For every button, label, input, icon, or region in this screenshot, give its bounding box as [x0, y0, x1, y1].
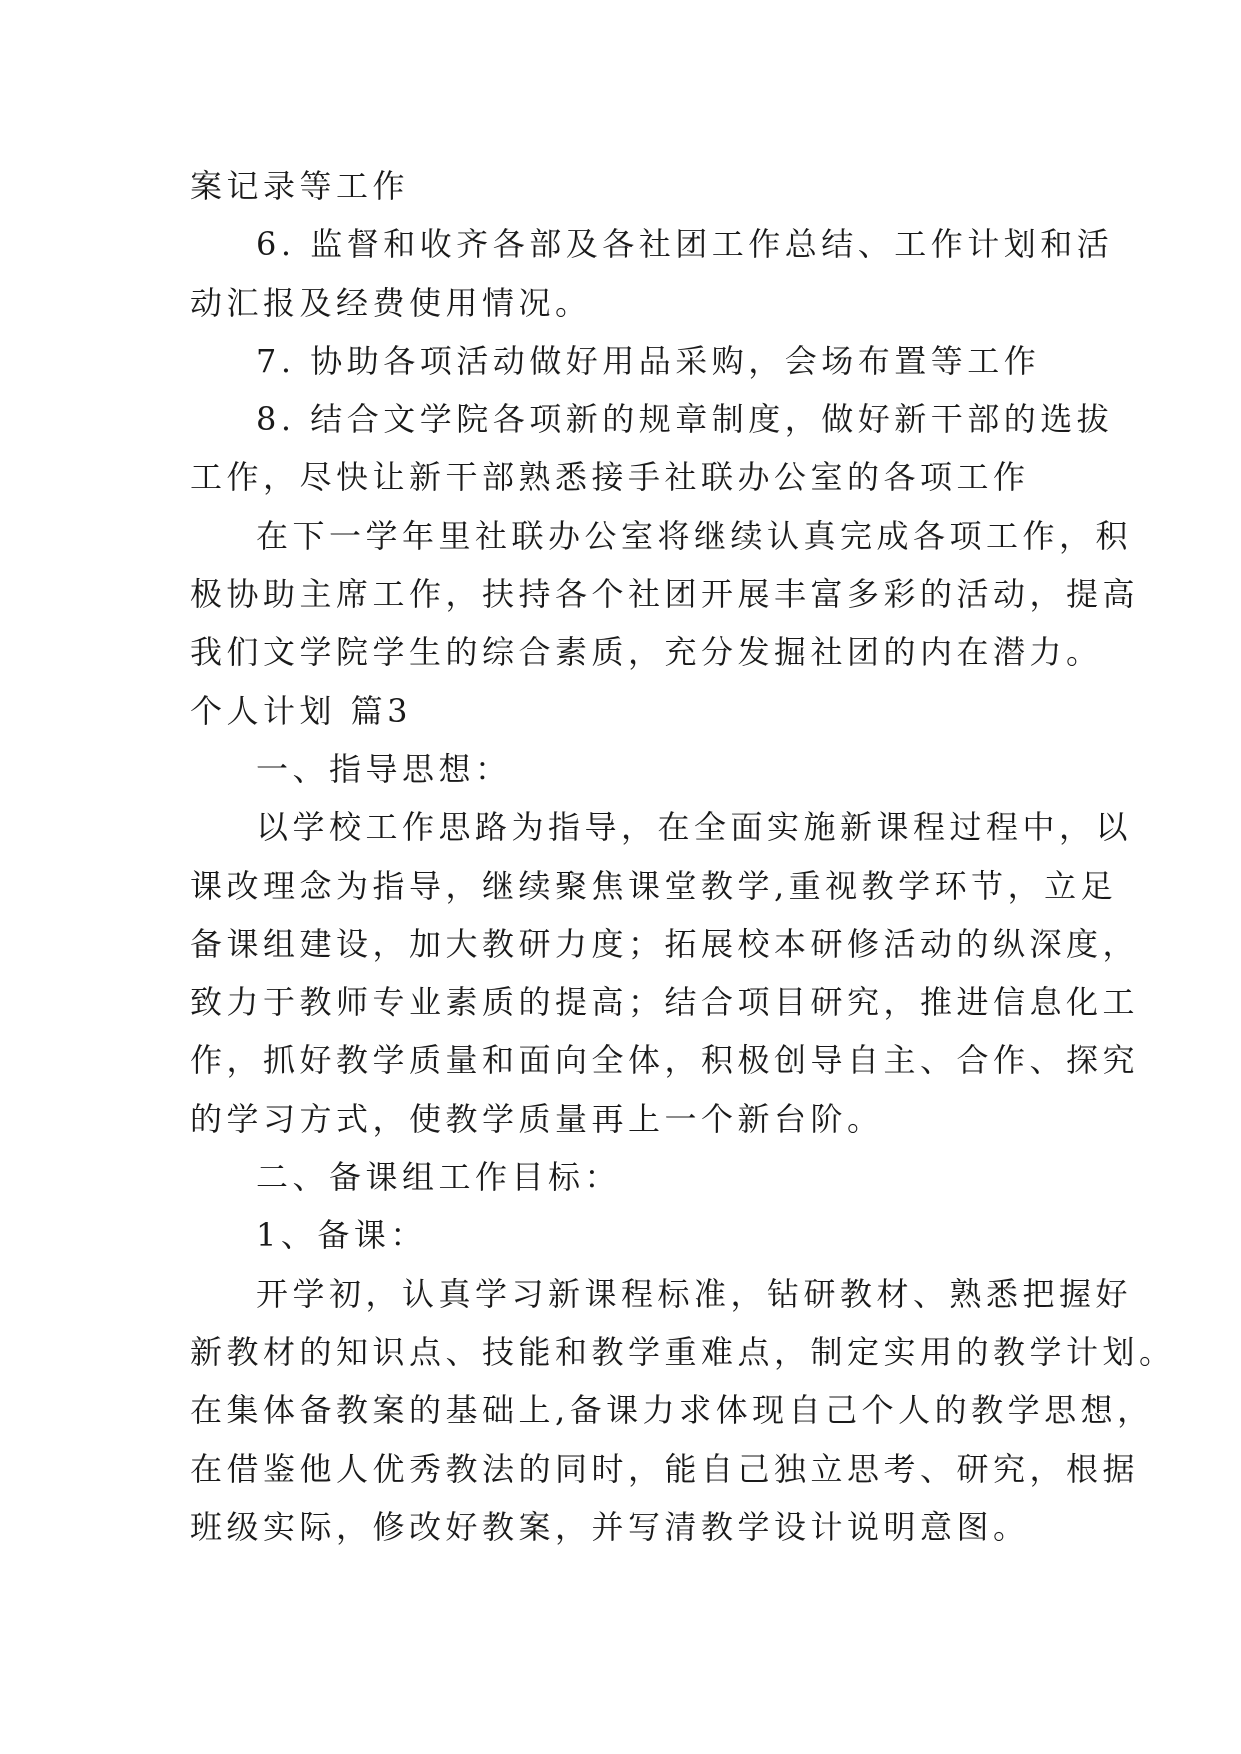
text-line: 案记录等工作	[190, 167, 410, 205]
paragraph-line: 作，抓好教学质量和面向全体，积极创导自主、合作、探究	[190, 1041, 1140, 1080]
list-item-6: 6. 监督和收齐各部及各社团工作总结、工作计划和活	[256, 225, 1114, 264]
paragraph-line: 备课组建设，加大教研力度；拓展校本研修活动的纵深度，	[190, 924, 1140, 963]
paragraph-line: 课改理念为指导，继续聚焦课堂教学,重视教学环节，立足	[190, 866, 1118, 905]
document-body	[190, 157, 1176, 1556]
paragraph-line: 极协助主席工作，扶持各个社团开展丰富多彩的活动，提高	[190, 575, 1140, 614]
paragraph-line: 的学习方式，使教学质量再上一个新台阶。	[190, 1099, 884, 1138]
paragraph-line: 在集体备教案的基础上,备课力求体现自己个人的教学思想，	[190, 1391, 1154, 1430]
paragraph-line: 在下一学年里社联办公室将继续认真完成各项工作，积	[256, 516, 1133, 555]
paragraph-line: 开学初，认真学习新课程标准，钻研教材、熟悉把握好	[256, 1274, 1133, 1313]
paragraph-line: 我们文学院学生的综合素质，充分发掘社团的内在潜力。	[190, 633, 1103, 672]
list-item-8: 8. 结合文学院各项新的规章制度，做好新干部的选拔	[256, 400, 1114, 439]
subheading: 1、备课：	[256, 1216, 427, 1255]
text-line: 工作，尽快让新干部熟悉接手社联办公室的各项工作	[190, 458, 1030, 497]
paragraph-line: 新教材的知识点、技能和教学重难点，制定实用的教学计划。	[190, 1332, 1176, 1371]
text-line: 动汇报及经费使用情况。	[190, 283, 592, 322]
list-item-7: 7. 协助各项活动做好用品采购，会场布置等工作	[256, 341, 1041, 380]
section-heading: 个人计划 篇3	[190, 691, 413, 730]
subheading: 二、备课组工作目标：	[256, 1158, 622, 1197]
paragraph-line: 在借鉴他人优秀教法的同时，能自己独立思考、研究，根据	[190, 1449, 1140, 1488]
paragraph-line: 以学校工作思路为指导，在全面实施新课程过程中，以	[256, 808, 1133, 847]
subheading: 一、指导思想：	[256, 749, 512, 788]
paragraph-line: 致力于教师专业素质的提高；结合项目研究，推进信息化工	[190, 983, 1140, 1022]
paragraph-line: 班级实际，修改好教案，并写清教学设计说明意图。	[190, 1507, 1030, 1546]
